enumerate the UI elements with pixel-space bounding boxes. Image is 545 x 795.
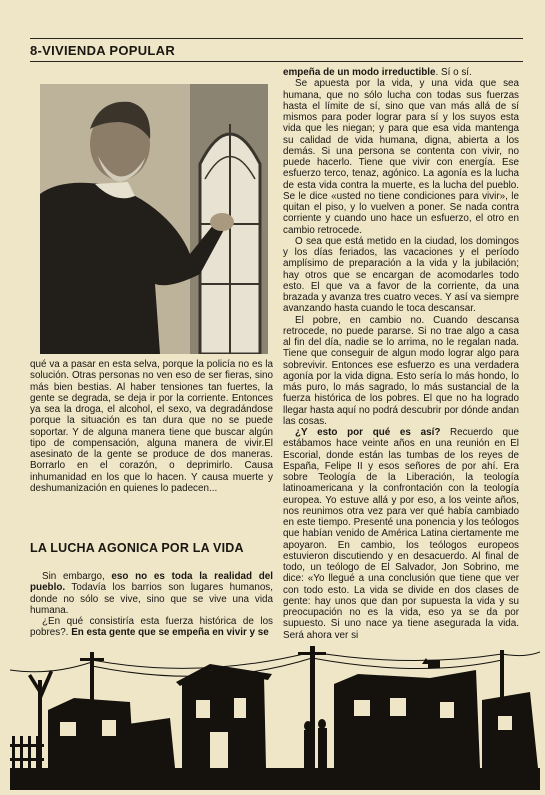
section-header: 8-VIVIENDA POPULAR (30, 43, 176, 58)
text-run: Recuerdo que estábamos hace veinte años en una reunión en El Escorial, donde están las tumbas de los reyes de España, Felipe II y esos señores de por ahí. Era sobre Teología de la Liberación, la teología latinoamericana y la confrontación con la teología europea. Yo estuve allá y por eso, a los veinte años, nos reunimos otra vez para ver qué había cambiado en este tiempo. Presenté una ponencia y los teólogos que habían venido de América Latina ciertamente me apoyaron. En cambio, los teólogos europeos estuvieron discutiendo y en desacuerdo. Al final de todo, un teólogo de El Salvador, Jon Sobrino, me dice: «Yo llegué a una conclusión que tiene que ver con todo esto. La vida se divide en dos clases de gente: hay unos que dan por supuesta la vida y su preocupación no es la vida, eso ya se da por supuesto. Si uno nace ya tiene asegurada la vida. Será ahora ver si (283, 427, 520, 641)
bold-run: eso no es toda la realidad del pueblo. (30, 571, 273, 594)
text-run: Todavía los barrios son lugares humanos, donde no sólo se vive, sino que se vive una vida humana. (30, 582, 273, 616)
left-column-lower (30, 571, 273, 639)
paragraph: El pobre, en cambio no. Cuando descansa retrocede, no puede pararse. Si no trae algo a casa al fin del día, nadie se lo arrima, no le regalan nada. Tiene que conseguir de algun modo lograr algo para sobrevivir. Entonces ese esfuerzo es una verdadera agonía por la vida digna. Esto sería lo más hondo, lo más puro, lo más sagrado, lo más sustancial de la fuerza histórica de los pobres. El que no ha logrado llegar hasta aquí no podrá descubrir por dónde andan las cosas. (283, 314, 519, 427)
text-run: Sin embargo, (42, 571, 112, 582)
paragraph: qué va a pasar en esta selva, porque la policía no es la solución. Otras personas no ven eso de ser fieras, sino más bien bestias. Al haber tensiones tan fuertes, la gente se degrada, se deja ir por la corriente. Entonces ya sea la droga, el alcohol, el sexo, va degradándose porque la situación es tan dura que no se puede soportar. Y de alguna manera tiene que buscar algún tipo de compensación, alguna manera de vivir.El asesinato de la gente se produce de dos maneras. Borrarlo en el corazón, o deprimirlo. Causa inhumanidad en los que lo hacen. Y causa muerte y deshumanización en quienes lo padecen... (30, 359, 273, 494)
text-run: ¿En qué consistiría esta fuerza histórica de los pobres?. (30, 616, 273, 639)
paragraph (30, 616, 273, 639)
shantytown-silhouette (10, 640, 540, 790)
paragraph: O sea que está metido en la ciudad, los domingos y los días feriados, las vacaciones y el período amplísimo de preparación a la vida y la jubilación; hay otros que se encargan de acomodarles todo esto. El que va a favor de la corriente, da una brazada y avanza tres cuatro veces. Y así va siempre avanzando hasta cuando le toca descansar. (283, 235, 519, 315)
bold-run: empeña de un modo irreductible (283, 67, 436, 78)
header-rule-bottom (30, 61, 523, 62)
text-run: . Sí o sí. (435, 67, 472, 78)
bold-run: ¿Y esto por qué es así? (295, 427, 441, 438)
photo-man-at-window (40, 84, 268, 354)
paragraph (30, 571, 273, 616)
left-column-upper (30, 359, 273, 494)
right-column (283, 67, 519, 641)
paragraph (283, 427, 519, 641)
header-rule-top (30, 38, 523, 39)
paragraph: Se apuesta por la vida, y una vida que sea humana, que no sólo lucha con todas sus fuerzas hasta el límite de sí, sino que van más allá de sí mismos para poder lograr para sí y los suyos esta vida que les niegan; y para que esa vida mantenga su calidad de vida humana, digna, abierta a los demás. Si una persona se contenta con vivir, no puede hacerlo. Tiene que vivir con energía. Ese esfuerzo terco, tenaz, agónico. La agonía es la lucha de esta vida contra la muerte, es la lucha del pueblo. Se le dice «usted no tiene condiciones para vivir», le quitan el piso, y lo vuelven a poner. Se nada contra corriente y cuando uno hace un esfuerzo, el otro en cambio retrocede. (283, 78, 519, 236)
subheading: LA LUCHA AGONICA POR LA VIDA (30, 541, 244, 555)
bold-run: En esta gente que se empeña en vivir y se (71, 627, 269, 639)
paragraph (283, 67, 519, 78)
photo-illustration (40, 84, 268, 354)
